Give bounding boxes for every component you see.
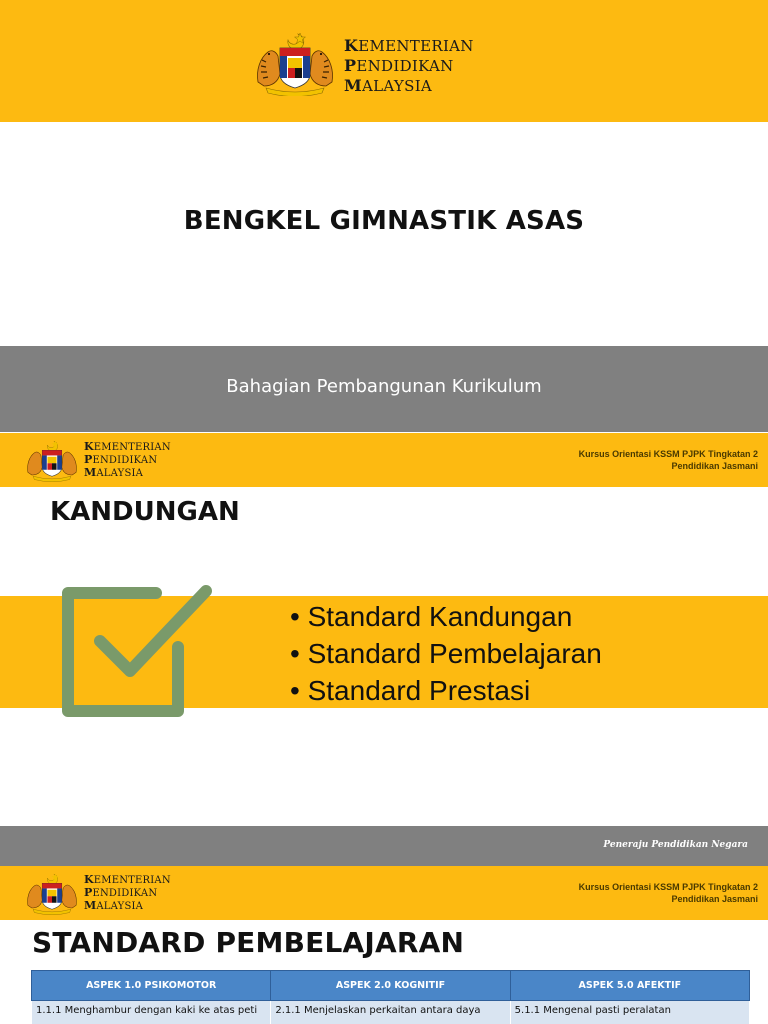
ministry-logo-text: KEMENTERIAN PENDIDIKAN MALAYSIA [344, 36, 474, 95]
section-heading: STANDARD PEMBELAJARAN [32, 926, 465, 959]
slide-header [0, 866, 768, 920]
course-title: Kursus Orientasi KSSM PJPK Tingkatan 2 [578, 882, 758, 892]
slide-title: BENGKEL GIMNASTIK ASAS [183, 206, 585, 236]
tagline: Peneraju Pendidikan Negara [603, 840, 748, 850]
ministry-logo-text: KEMENTERIAN PENDIDIKAN MALAYSIA [84, 873, 171, 912]
ministry-logo-text: KEMENTERIAN PENDIDIKAN MALAYSIA [84, 440, 171, 479]
title-slide [0, 0, 768, 432]
table-header-row [32, 971, 750, 1001]
table-header-cell: ASPEK 5.0 AFEKTIF [510, 971, 749, 1001]
course-info [579, 448, 758, 472]
standard-slide [0, 866, 768, 1024]
table-cell: 2.1.1 Menjelaskan perkaitan antara daya [271, 1001, 510, 1024]
table-header-cell: ASPEK 2.0 KOGNITIF [271, 971, 510, 1001]
table-cell: 5.1.1 Mengenal pasti peralatan [510, 1001, 749, 1024]
table-row [32, 1001, 750, 1024]
coat-of-arms-icon [24, 438, 80, 482]
course-title: Kursus Orientasi KSSM PJPK Tingkatan 2 [578, 449, 758, 459]
coat-of-arms-icon [252, 30, 338, 96]
table-cell: 1.1.1 Menghambur dengan kaki ke atas peti [32, 1001, 271, 1024]
slide-footer [0, 826, 768, 866]
checkbox-checked-icon [60, 583, 216, 723]
table-header-cell: ASPEK 1.0 PSIKOMOTOR [32, 971, 271, 1001]
slide-header [0, 433, 768, 487]
standard-table [31, 970, 750, 1024]
contents-slide [0, 433, 768, 866]
section-heading: KANDUNGAN [50, 497, 240, 527]
slide-footer [0, 346, 768, 432]
contents-list [290, 598, 602, 709]
list-item: • Standard Pembelajaran [290, 635, 602, 672]
slide-header [0, 0, 768, 122]
list-item: • Standard Kandungan [290, 598, 602, 635]
list-item: • Standard Prestasi [290, 672, 602, 709]
coat-of-arms-icon [24, 871, 80, 915]
course-info [579, 881, 758, 905]
course-subject: Pendidikan Jasmani [671, 461, 758, 471]
course-subject: Pendidikan Jasmani [671, 894, 758, 904]
division-name: Bahagian Pembangunan Kurikulum [226, 376, 542, 397]
